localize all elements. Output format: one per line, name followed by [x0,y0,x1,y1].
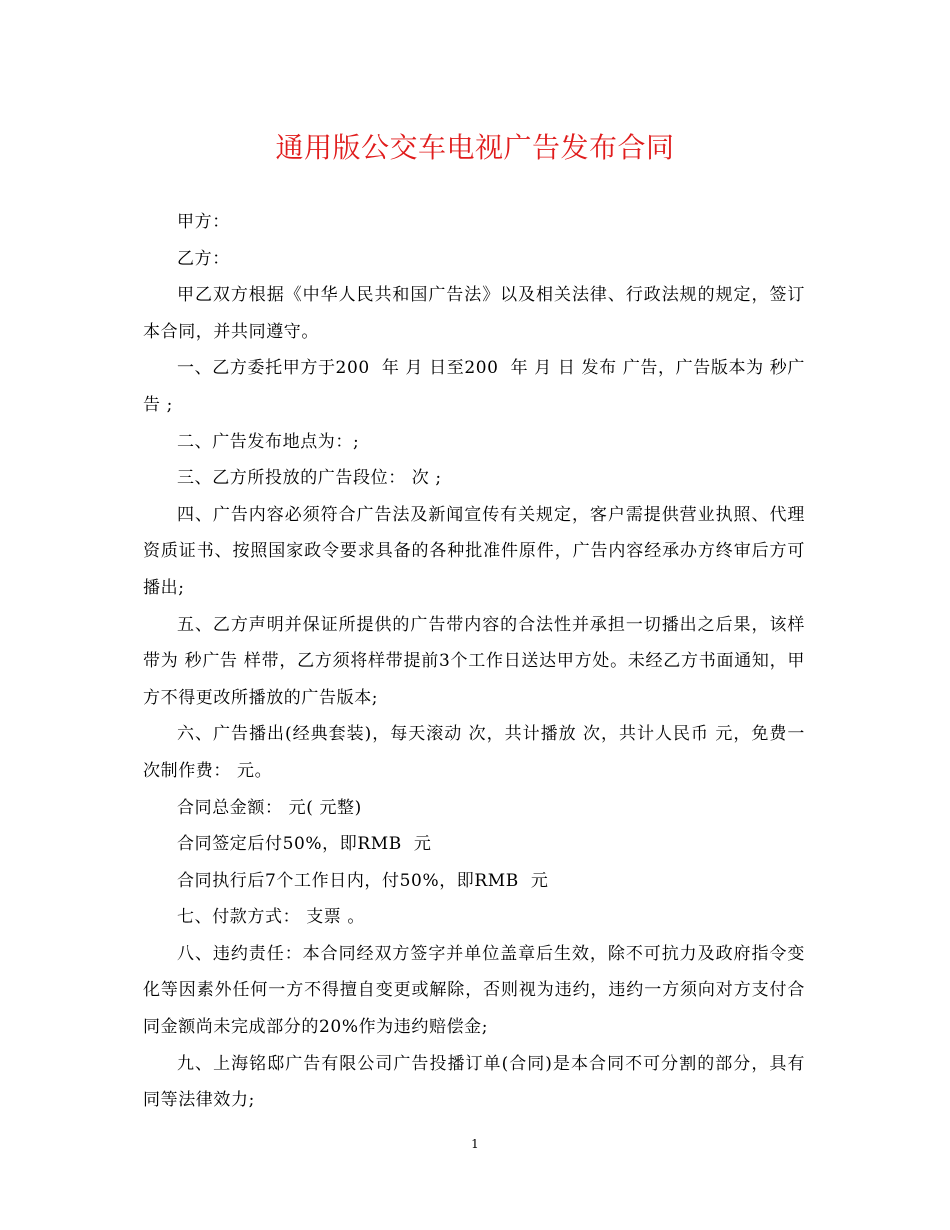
preamble-paragraph: 甲乙双方根据《中华人民共和国广告法》以及相关法律、行政法规的规定，签订本合同，并共同遵守。 [143,285,805,342]
page-number: 1 [471,1137,479,1151]
contract-total-line: 合同总金额： 元( 元整) [177,797,362,818]
clause-4: 四、广告内容必须符合广告法及新闻宣传有关规定，客户需提供营业执照、代理资质证书、按照国家政令要求具备的各种批准件原件，广告内容经承办方终审后方可播出; [143,504,805,598]
party-b-line: 乙方： [177,248,230,269]
clause-6: 六、广告播出(经典套装)，每天滚动 次，共计播放 次，共计人民币 元，免费一次制作费： 元。 [143,724,805,781]
clause-9: 九、上海铭邸广告有限公司广告投播订单(合同)是本合同不可分割的部分，具有同等法律效力; [143,1053,805,1111]
document-title: 通用版公交车电视广告发布合同 [275,131,675,164]
first-payment-line: 合同签定后付50%，即RMB 元 [177,834,432,855]
clause-7: 七、付款方式： 支票 。 [177,907,366,928]
clause-1: 一、乙方委托甲方于200 年 月 日至200 年 月 日 发布 广告，广告版本为 秒广告 ; [143,358,805,415]
clause-3: 三、乙方所投放的广告段位： 次 ; [177,468,442,489]
document-body [143,204,805,1119]
second-payment-line: 合同执行后7个工作日内，付50%，即RMB 元 [177,870,549,891]
clause-8: 八、违约责任：本合同经双方签字并单位盖章后生效，除不可抗力及政府指令变化等因素外任何一方不得擅自变更或解除，否则视为违约，违约一方须向对方支付合同金额尚未完成部分的20%作为违约赔偿金; [143,943,805,1038]
party-a-line: 甲方： [177,212,230,232]
clause-2: 二、广告发布地点为：; [177,431,360,452]
clause-5: 五、乙方声明并保证所提供的广告带内容的合法性并承担一切播出之后果，该样带为 秒广告 样带，乙方须将样带提前3个工作日送达甲方处。未经乙方书面通知，甲方不得更改所播放的广告版本; [143,614,805,708]
